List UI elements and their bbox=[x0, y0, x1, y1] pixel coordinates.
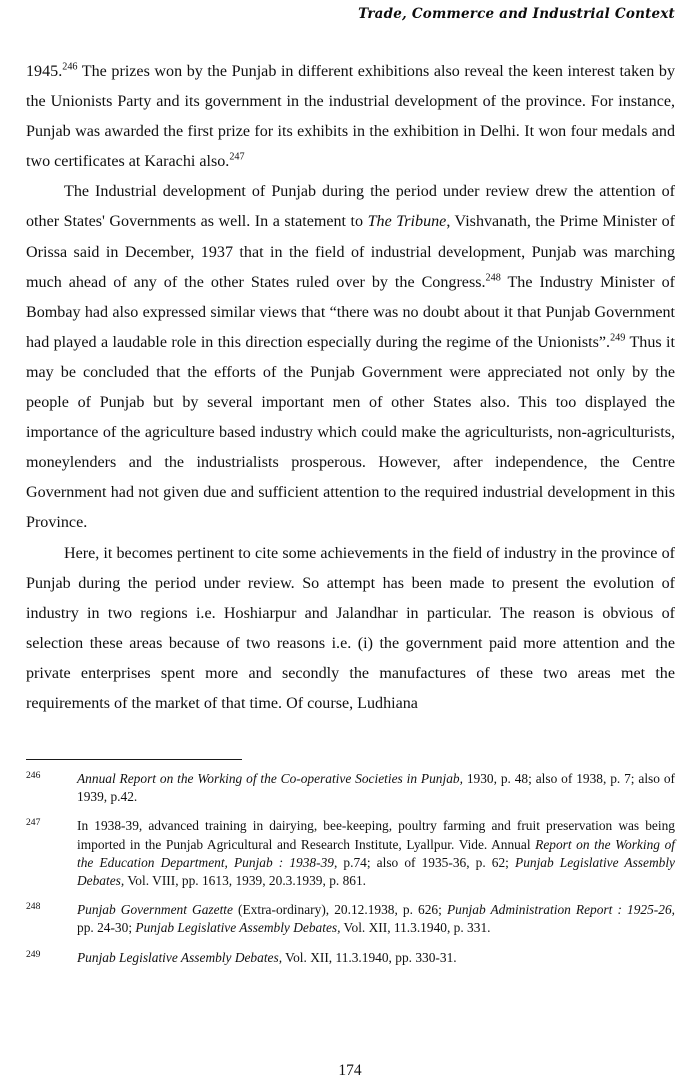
footnote-reference[interactable]: 246 bbox=[62, 61, 78, 73]
body-text-block bbox=[26, 57, 675, 719]
running-header: Trade, Commerce and Industrial Context bbox=[358, 6, 675, 22]
footnote-text: In 1938-39, advanced training in dairying, bee-keeping, poultry farming and fruit preservation was being imported in the Punjab Agricultural and Research Institute, Lyallpur. Vide. Annual Report on the Working of the Education Department, Punjab : 1938-39, p.74; also of 1935-36, p. 62; Punjab Legislative Assembly Debates, Vol. VIII, pp. 1613, 1939, 20.3.1939, p. 861. bbox=[77, 818, 675, 889]
footnote-text: Annual Report on the Working of the Co-operative Societies in Punjab, 1930, p. 48; also of 1938, p. 7; also of 1939, p.42. bbox=[77, 771, 675, 805]
footnote-item bbox=[26, 949, 675, 967]
footnote-reference[interactable]: 248 bbox=[485, 272, 501, 284]
italic-title: Annual Report on the Working of the Co-operative Societies in Punjab, bbox=[77, 771, 463, 786]
italic-title: Punjab Administration Report : 1925-26 bbox=[446, 902, 672, 918]
body-paragraph: The Industrial development of Punjab during the period under review drew the attention of other States' Governments as well. In a statement to The Tribune, Vishvanath, the Prime Minister of Orissa said in December, 1937 that in the field of industrial development, Punjab was marching much ahead of any of the other States ruled over by the Congress.$^{248}$ The Industry Minister of Bombay had also expressed similar views that “there was no doubt about it that Punjab Government had played a laudable role in this direction especially during the regime of the Unionists”.$^{249}$ Thus it may be concluded that the efforts of the Punjab Government were appreciated not only by the people of Punjab but by several important men of other States also. This too displayed the importance of the agriculture based industry which could make the agriculturists, non-agriculturists, moneylenders and the industrialists prosperous. However, after independence, the Centre Government had not given due and sufficient attention to the required industrial development in this Province. bbox=[26, 183, 675, 532]
footnote-item bbox=[26, 770, 675, 806]
page-number: 174 bbox=[338, 1062, 362, 1075]
italic-title: Punjab Legislative Assembly Debates, bbox=[77, 949, 283, 965]
footnote-text: Punjab Legislative Assembly Debates, Vol. XII, 11.3.1940, pp. 330-31. bbox=[77, 949, 457, 965]
body-paragraph: 1945.$^{246}$ The prizes won by the Punjab in different exhibitions also reveal the keen interest taken by the Unionists Party and its government in the industrial development of the province. For instance, Punjab was awarded the first prize for its exhibits in the exhibition in Delhi. It won four medals and two certificates at Karachi also.$^{247}$ bbox=[26, 61, 675, 171]
italic-title: Punjab Legislative Assembly Debates, bbox=[135, 920, 341, 936]
footnote-item bbox=[26, 817, 675, 890]
footnote-text: Punjab Government Gazette (Extra-ordinary), 20.12.1938, p. 626; Punjab Administration Report : 1925-26, pp. 24-30; Punjab Legislative Assembly Debates, Vol. XII, 11.3.1940, p. 331. bbox=[77, 902, 675, 936]
footnote-list bbox=[26, 770, 675, 967]
footnote-number: 248 bbox=[26, 901, 41, 913]
footnote-item bbox=[26, 901, 675, 937]
footnote-number: 247 bbox=[26, 817, 41, 829]
footnote-number: 249 bbox=[26, 948, 41, 960]
italic-title: The Tribune bbox=[367, 213, 447, 231]
footnote-separator-rule bbox=[26, 759, 242, 760]
italic-title: Report on the Working of the Education Department, Punjab : 1938-39 bbox=[77, 836, 675, 870]
italic-title: Punjab Legislative Assembly Debates, bbox=[77, 854, 675, 889]
footnote-number: 246 bbox=[26, 770, 41, 781]
footnote-reference[interactable]: 247 bbox=[229, 151, 245, 163]
footnote-reference[interactable]: 249 bbox=[610, 332, 626, 344]
italic-title: Punjab Government Gazette bbox=[77, 902, 233, 918]
body-paragraph: Here, it becomes pertinent to cite some achievements in the field of industry in the province of Punjab during the period under review. So attempt has been made to present the evolution of industry in two regions i.e. Hoshiarpur and Jalandhar in particular. The reason is obvious of selection these areas because of two reasons i.e. (i) the government paid more attention and the private enterprises spent more and secondly the manufactures of these two areas met the requirements of the market of that time. Of course, Ludhiana bbox=[26, 544, 675, 712]
